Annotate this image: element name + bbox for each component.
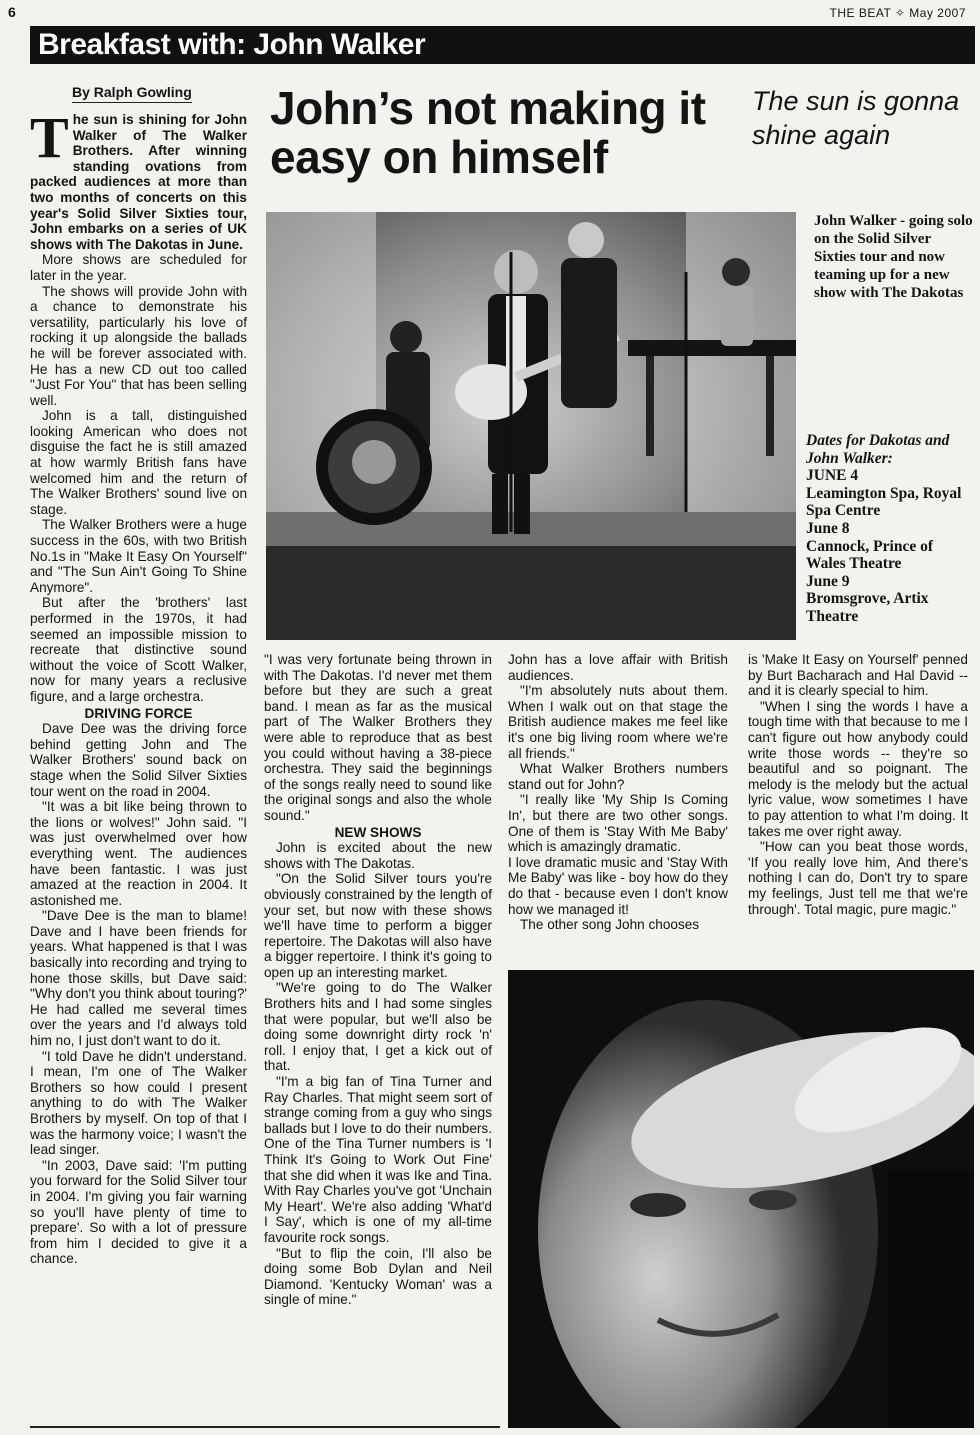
photo-caption: John Walker - going solo on the Solid Silver Sixties tour and now teaming up for a new show with The Dakotas <box>814 213 973 301</box>
paragraph: The shows will provide John with a chance to demonstrate his versatility, particularly his love of rocking it up alongside the ballads he will be forever associated with. He has a new CD out too called "Just For You" that has been selling well. <box>30 283 247 408</box>
kicker: The sun is gonna shine again <box>752 86 960 150</box>
article-column-1 <box>30 105 247 1267</box>
paragraph: "I told Dave he didn't understand. I mean, I'm one of The Walker Brothers so how could I present anything to do with The Walker Brothers by myself. On top of that I was the harmony voice; I wasn't the lead singer. <box>30 1048 247 1158</box>
article-column-3 <box>508 652 728 933</box>
paragraph: The Walker Brothers were a huge success in the 60s, with two British No.1s in "Make It Easy On Yourself" and "The Sun Ain't Going To Shine Anymore". <box>30 517 247 595</box>
subhead-new-shows: NEW SHOWS <box>334 824 422 840</box>
portrait-photo-image <box>508 970 974 1428</box>
tour-date-item: June 9 <box>806 572 850 590</box>
paragraph: I love dramatic music and 'Stay With Me Baby' was like - boy how do they do that - because even I don't know how we managed it! <box>508 854 728 917</box>
paragraph: "How can you beat those words, 'If you really love him, And there's nothing I can do, Don't try to spare my feelings, Just tell me that we're through'. Total magic, pure magic." <box>748 839 968 917</box>
subhead-driving-force: DRIVING FORCE <box>84 705 193 721</box>
paragraph: "I was very fortunate being thrown in with The Dakotas. I'd never met them before but they are such a great band. I mean as far as the musical part of The Walker Brothers they were able to reproduce that as best you could without having a 38-piece orchestra. They said the beginnings of the songs really need to sound like the original songs and also the whole sound." <box>264 652 492 823</box>
page-number: 6 <box>8 4 16 20</box>
drop-cap: T <box>30 105 69 170</box>
tour-date-item: June 8 <box>806 519 850 537</box>
article-column-2 <box>264 652 492 1308</box>
lead-paragraph <box>30 105 247 252</box>
tour-date-item: Cannock, Prince of Wales Theatre <box>806 537 934 573</box>
bottom-rule <box>30 1426 500 1428</box>
paragraph: "Dave Dee is the man to blame! Dave and I have been friends for years. What happened is that I was basically into recording and trying to hone those skills, but Dave said: "Why don't you think about touring?' He had called me several times over the years and I'd always told him no, I just don't want to do it. <box>30 908 247 1049</box>
tour-date-item: JUNE 4 <box>806 467 859 485</box>
tour-date-item: Leamington Spa, Royal Spa Centre <box>806 484 962 520</box>
concert-photo <box>266 212 796 640</box>
portrait-photo <box>508 970 974 1428</box>
paragraph: "But to flip the coin, I'll also be doing some Bob Dylan and Neil Diamond. 'Kentucky Woman' was a single of mine." <box>264 1245 492 1308</box>
byline: By Ralph Gowling <box>72 84 192 103</box>
lead-text: he sun is shining for John Walker of The Walker Brothers. After winning standing ovations from packed audiences at more than two months of concerts on this year's Solid Silver Sixties tour, John embarks on a series of UK shows with The Dakotas in June. <box>30 112 247 252</box>
paragraph: "It was a bit like being thrown to the lions or wolves!" John said. "I was just overwhelmed over how everything went. The audiences have been fantastic. I was just amazed at the reaction in 2004. It astonished me. <box>30 799 247 908</box>
headline: John’s not making it easy on himself <box>270 82 706 183</box>
section-banner: Breakfast with: John Walker <box>30 26 975 64</box>
paragraph: "I'm a big fan of Tina Turner and Ray Charles. That might seem sort of strange coming from a guy who sings ballads but I love to do their numbers. One of the Tina Turner numbers is 'I Think It's Going to Work Out Fine' that she did when it was Ike and Tina. With Ray Charles you've got 'Unchain My Heart'. We're also adding 'What'd I Say', which is one of my all-time favourite rock songs. <box>264 1074 492 1245</box>
publication-line: THE BEAT ✧ May 2007 <box>829 6 966 20</box>
concert-photo-image <box>266 212 796 640</box>
paragraph: John is excited about the new shows with The Dakotas. <box>264 840 492 871</box>
paragraph: What Walker Brothers numbers stand out for John? <box>508 761 728 792</box>
paragraph: "In 2003, Dave said: 'I'm putting you forward for the Solid Silver tour in 2004. I'm giving you fair warning so you'll have plenty of time to prepare'. So with a lot of pressure from him I decided to give it a chance. <box>30 1157 247 1267</box>
paragraph: "When I sing the words I have a tough time with that because to me I can't figure out how anybody could write those words -- they're so beautiful and so poignant. The melody is the melody but the actual lyric value, wow sometimes I have to pay attention to what I'm doing. It takes me over right away. <box>748 698 968 839</box>
paragraph: "I'm absolutely nuts about them. When I walk out on that stage the British audience makes me feel like it's one big living room where we're all friends." <box>508 683 728 761</box>
paragraph: "I really like 'My Ship Is Coming In', but there are two other songs. One of them is 'Stay With Me Baby' which is amazingly dramatic. <box>508 792 728 855</box>
paragraph: Dave Dee was the driving force behind getting John and The Walker Brothers' sound back on stage when the Solid Silver Sixties tour went on the road in 2004. <box>30 721 247 799</box>
tour-dates-heading: Dates for Dakotas and John Walker: <box>806 432 950 467</box>
article-column-4 <box>748 652 968 917</box>
tour-date-item: Bromsgrove, Artix Theatre <box>806 590 929 625</box>
paragraph: John is a tall, distinguished looking American who does not disguise the fact he is still amazed at how warmly British fans have welcomed him and the return of The Walker Brothers' sound live on stage. <box>30 408 247 517</box>
paragraph: is 'Make It Easy on Yourself' penned by Burt Bacharach and Hal David -- and it is clearly special to him. <box>748 652 968 699</box>
paragraph: The other song John chooses <box>520 917 700 933</box>
paragraph: "We're going to do The Walker Brothers hits and I had some singles that were popular, but we'll also be doing some downright dirty rock 'n' roll. I enjoy that, I get a kick out of that. <box>264 980 492 1074</box>
tour-dates <box>806 432 976 626</box>
paragraph: More shows are scheduled for later in the year. <box>30 252 247 283</box>
paragraph: "On the Solid Silver tours you're obviously constrained by the length of your set, but now with these shows we'll have time to perform a bigger repertoire. The Dakotas will also have a bigger repertoire. I think it's going to open up an interesting market. <box>264 871 492 980</box>
paragraph: John has a love affair with British audiences. <box>508 652 728 683</box>
paragraph: But after the 'brothers' last performed in the 1970s, it had seemed an impossible mission to recreate that distinctive sound without the voice of Scott Walker, now for many years a reclusive figure, and a large orchestra. <box>30 595 247 704</box>
